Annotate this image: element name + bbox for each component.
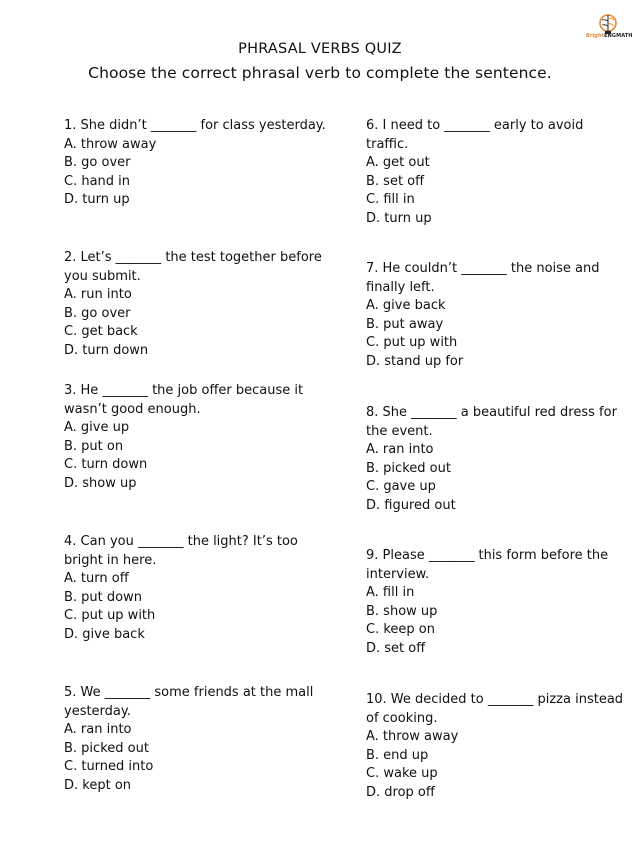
option-a: A. get out (366, 155, 430, 170)
option-b: B. set off (366, 173, 425, 189)
option-b: B. picked out (366, 460, 451, 476)
question-7 (366, 260, 628, 371)
option-a: A. give back (366, 298, 446, 313)
page-title: PHRASAL VERBS QUIZ (238, 41, 402, 57)
brand-wordmark (586, 33, 633, 39)
option-a: A. throw away (366, 729, 459, 744)
option-d: D. turn up (64, 192, 130, 207)
option-a: A. run into (64, 287, 132, 302)
question-stem: 3. He _______ the job offer because it wasn’t good enough. (64, 383, 304, 417)
option-a: A. throw away (64, 136, 157, 152)
option-d: D. set off (366, 640, 426, 656)
question-9 (366, 547, 628, 658)
option-d: D. turn down (64, 342, 149, 358)
option-b: B. put on (64, 438, 124, 454)
question-stem: 6. I need to _______ early to avoid traffic. (366, 118, 584, 152)
question-1 (64, 117, 326, 210)
question-6 (366, 117, 628, 228)
brand-part1: Bright (586, 33, 605, 39)
instructions: Choose the correct phrasal verb to complete the sentence. (88, 64, 552, 82)
option-c: C. keep on (366, 622, 435, 637)
option-b: B. picked out (64, 740, 149, 756)
question-stem: 5. We _______ some friends at the mall yesterday. (64, 685, 314, 719)
option-c: C. put up with (64, 608, 156, 623)
option-a: A. ran into (64, 722, 132, 737)
option-c: C. fill in (366, 192, 415, 207)
option-c: C. get back (64, 324, 138, 339)
option-d: D. give back (64, 626, 145, 642)
question-8 (366, 404, 628, 515)
question-stem: 9. Please _______ this form before the interview. (366, 548, 609, 582)
option-c: C. gave up (366, 479, 436, 494)
option-d: D. show up (64, 475, 137, 491)
option-b: B. go over (64, 305, 131, 321)
option-c: C. wake up (366, 766, 438, 781)
option-b: B. put away (366, 316, 444, 332)
option-a: A. give up (64, 420, 130, 435)
question-stem: 1. She didn’t _______ for class yesterday. (64, 118, 326, 133)
question-10 (366, 691, 628, 802)
question-stem: 4. Can you _______ the light? It’s too bright in here. (64, 534, 298, 568)
option-a: A. ran into (366, 442, 434, 457)
option-d: D. turn up (366, 210, 432, 226)
option-b: B. show up (366, 603, 438, 619)
option-d: D. drop off (366, 784, 435, 800)
question-2 (64, 249, 326, 360)
option-d: D. stand up for (366, 353, 464, 369)
question-stem: 8. She _______ a beautiful red dress for the event. (366, 405, 617, 439)
question-stem: 2. Let’s _______ the test together before you submit. (64, 250, 322, 284)
option-c: C. turn down (64, 457, 148, 472)
brand-part2: ENGMATH (604, 33, 633, 39)
option-c: C. turned into (64, 759, 154, 774)
question-3 (64, 382, 326, 493)
option-c: C. hand in (64, 173, 131, 189)
option-d: D. kept on (64, 777, 132, 793)
option-c: C. put up with (366, 335, 458, 350)
option-b: B. put down (64, 589, 142, 605)
option-b: B. end up (366, 747, 429, 763)
option-d: D. figured out (366, 497, 456, 513)
question-4 (64, 533, 326, 644)
option-a: A. turn off (64, 571, 129, 586)
question-5 (64, 684, 326, 795)
option-a: A. fill in (366, 585, 415, 600)
question-stem: 10. We decided to _______ pizza instead of cooking. (366, 692, 624, 726)
question-stem: 7. He couldn’t _______ the noise and finally left. (366, 261, 600, 295)
option-b: B. go over (64, 155, 131, 170)
